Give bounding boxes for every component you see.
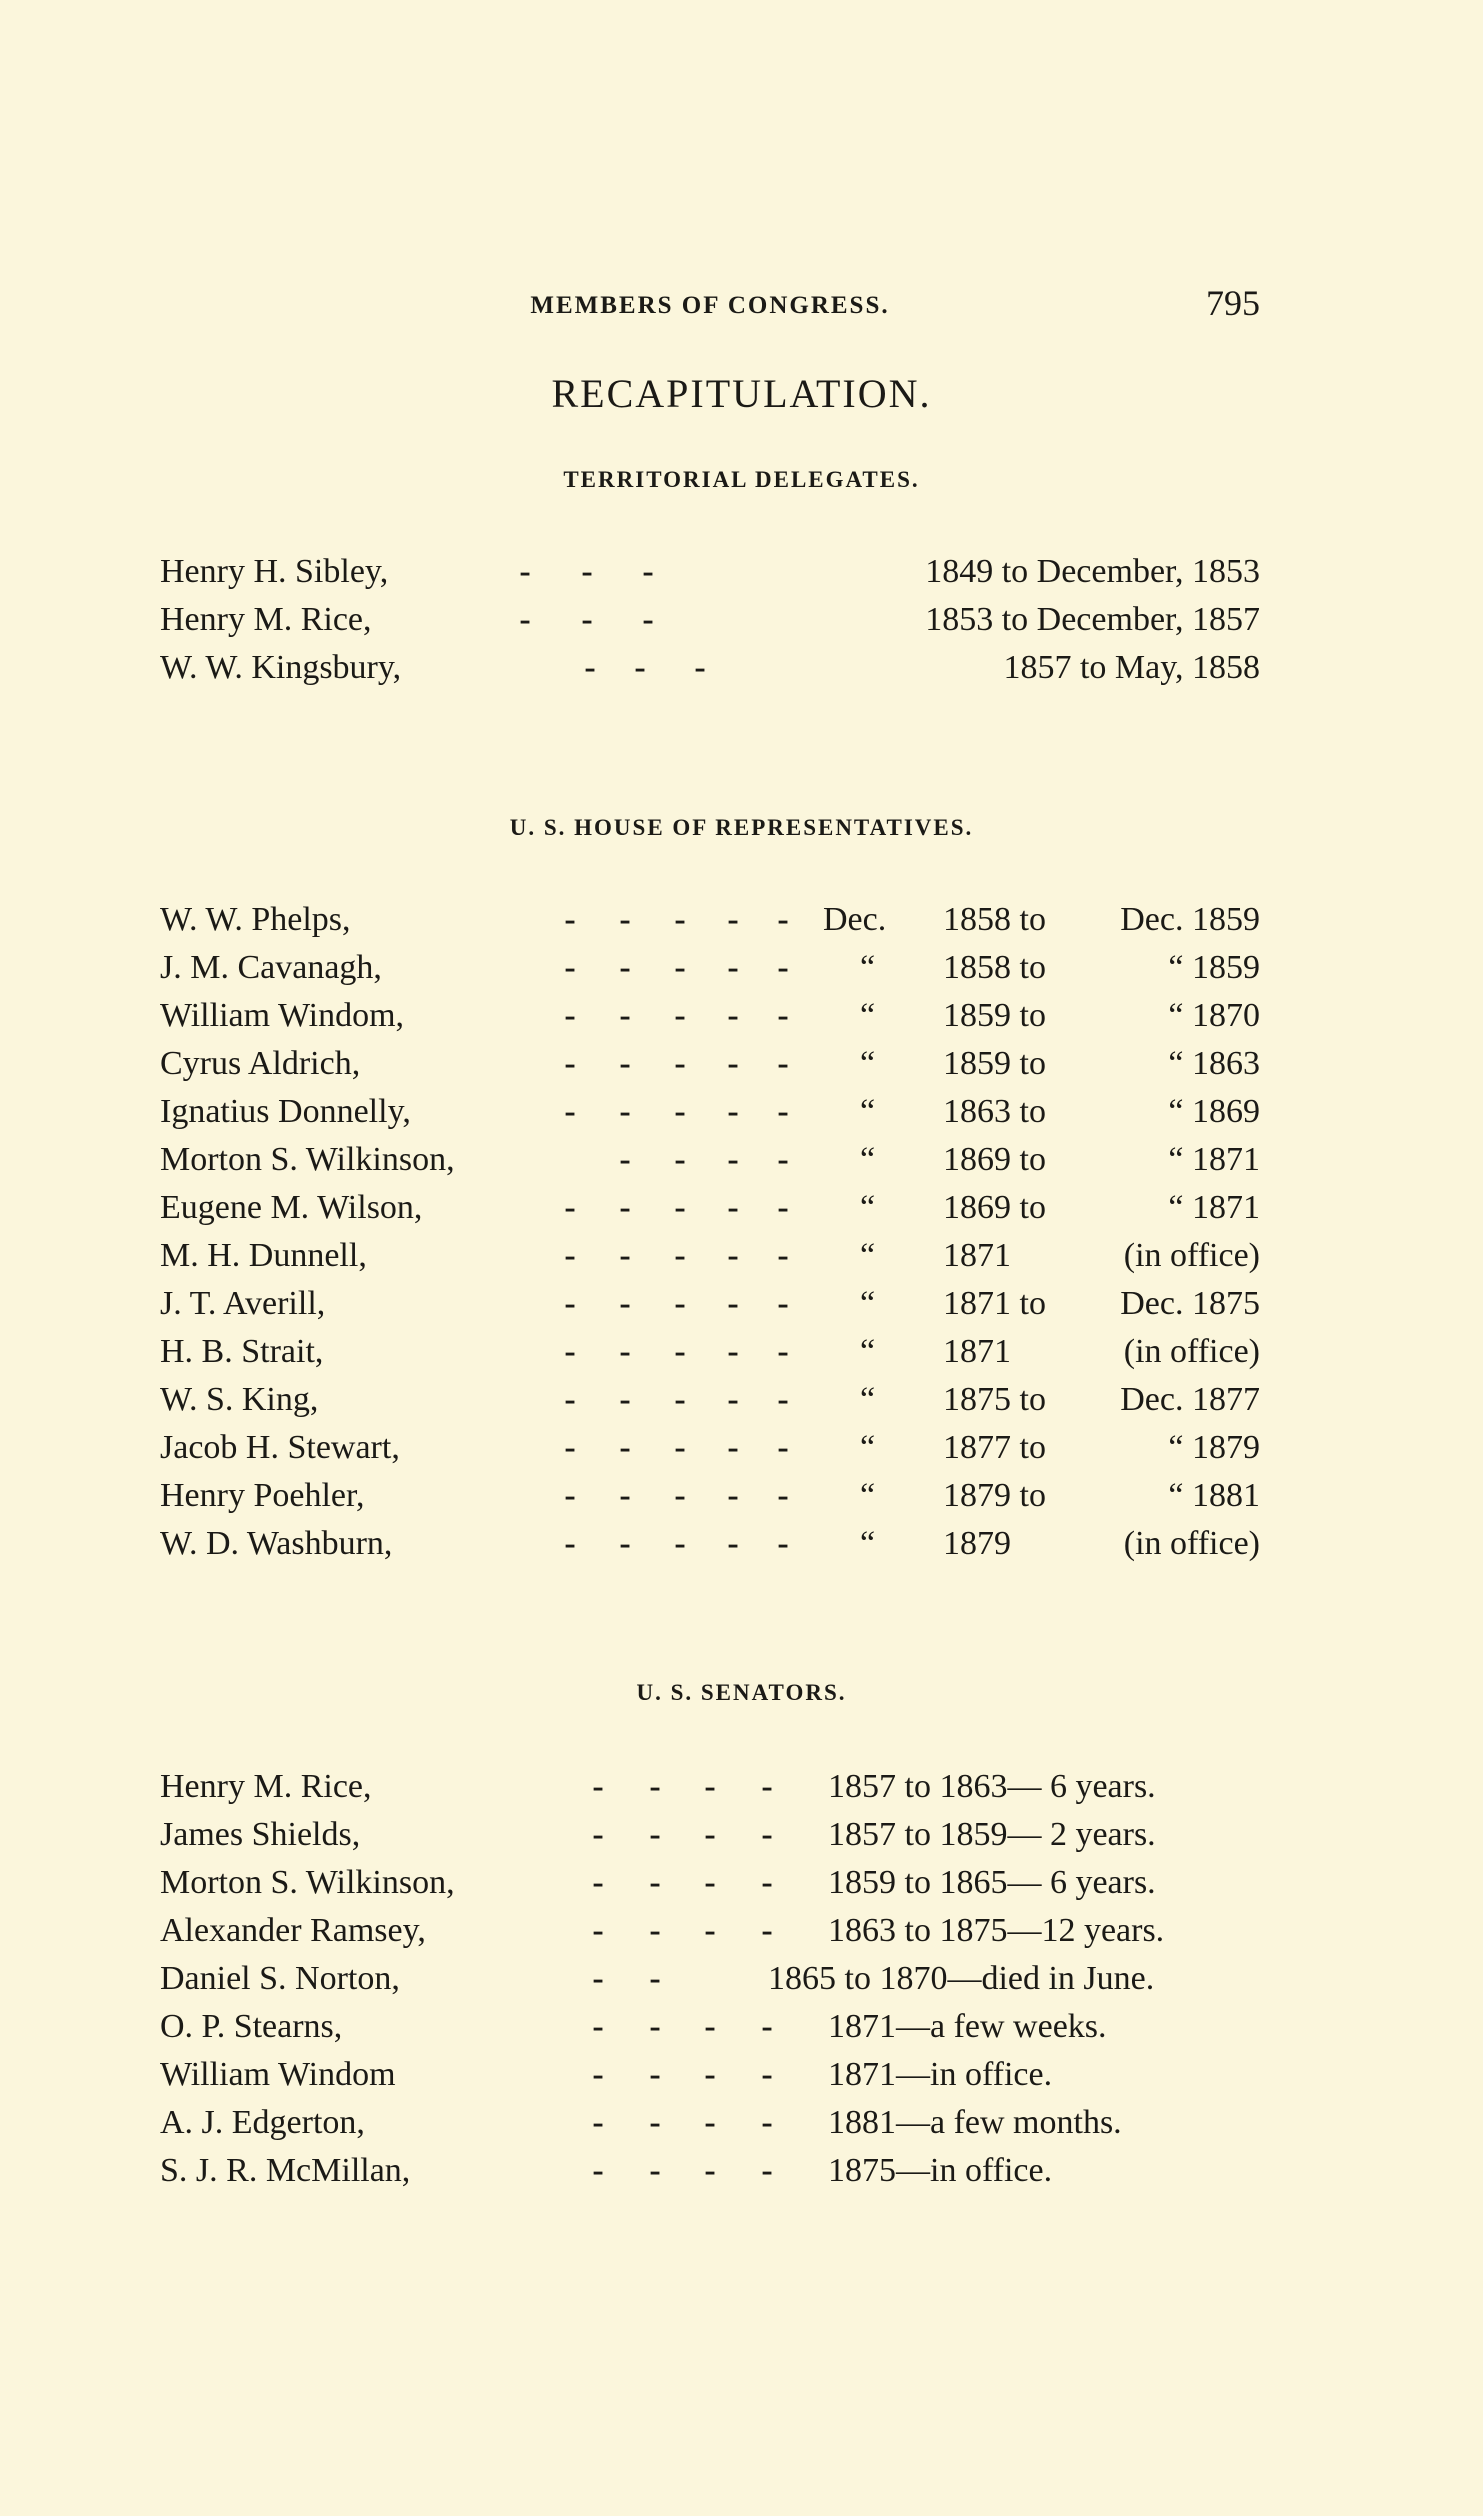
term-prefix: “ xyxy=(860,949,876,986)
leader-dash: - xyxy=(619,1237,631,1274)
leader-dash: - xyxy=(777,1093,789,1130)
representative-row xyxy=(160,1088,1260,1136)
leader-dash: - xyxy=(727,1429,739,1466)
leader-dash: - xyxy=(642,601,654,638)
term-start: 1863 to xyxy=(943,1093,1046,1130)
senator-term: 1875—in office. xyxy=(828,2152,1053,2189)
term-end: “ 1863 xyxy=(1168,1045,1260,1082)
leader-dash: - xyxy=(649,1960,661,1997)
delegate-name: Henry M. Rice, xyxy=(160,601,372,638)
leader-dash: - xyxy=(761,1912,773,1949)
leader-dash: - xyxy=(584,649,596,686)
leader-dash: - xyxy=(727,1381,739,1418)
leader-dash: - xyxy=(674,1045,686,1082)
representative-row xyxy=(160,944,1260,992)
representative-name: J. M. Cavanagh, xyxy=(160,949,382,986)
leader-dash: - xyxy=(564,1093,576,1130)
delegate-term: 1857 to May, 1858 xyxy=(1003,649,1260,686)
senator-row xyxy=(160,1907,1260,1955)
representative-name: W. S. King, xyxy=(160,1381,319,1418)
leader-dash: - xyxy=(649,1864,661,1901)
leader-dash: - xyxy=(761,1864,773,1901)
term-end: (in office) xyxy=(1123,1525,1260,1562)
representative-name: William Windom, xyxy=(160,997,405,1034)
leader-dash: - xyxy=(674,1333,686,1370)
leader-dash: - xyxy=(704,1768,716,1805)
leader-dash: - xyxy=(777,1477,789,1514)
representative-name: Eugene M. Wilson, xyxy=(160,1189,423,1226)
leader-dash: - xyxy=(619,997,631,1034)
term-start: 1871 to xyxy=(943,1285,1046,1322)
leader-dash: - xyxy=(704,2008,716,2045)
leader-dash: - xyxy=(592,1864,604,1901)
representative-row xyxy=(160,1136,1260,1184)
senator-term: 1857 to 1859— 2 years. xyxy=(828,1816,1156,1853)
leader-dash: - xyxy=(777,901,789,938)
senator-row xyxy=(160,2147,1260,2195)
leader-dash: - xyxy=(761,2008,773,2045)
senator-row xyxy=(160,2051,1260,2099)
senator-name: S. J. R. McMillan, xyxy=(160,2152,411,2189)
delegate-name: Henry H. Sibley, xyxy=(160,553,389,590)
leader-dash: - xyxy=(727,1477,739,1514)
representative-row xyxy=(160,896,1260,944)
leader-dash: - xyxy=(519,553,531,590)
representative-name: J. T. Averill, xyxy=(160,1285,326,1322)
leader-dash: - xyxy=(619,1093,631,1130)
leader-dash: - xyxy=(777,1429,789,1466)
senator-term: 1865 to 1870—died in June. xyxy=(768,1960,1155,1997)
leader-dash: - xyxy=(592,2056,604,2093)
leader-dash: - xyxy=(727,1525,739,1562)
term-prefix: “ xyxy=(860,1525,876,1562)
page-title: RECAPITULATION. xyxy=(551,371,932,416)
term-start: 1869 to xyxy=(943,1189,1046,1226)
senator-name: O. P. Stearns, xyxy=(160,2008,343,2045)
territorial-delegates-heading: TERRITORIAL DELEGATES. xyxy=(563,467,920,492)
leader-dash: - xyxy=(649,2008,661,2045)
leader-dash: - xyxy=(761,2152,773,2189)
leader-dash: - xyxy=(674,901,686,938)
leader-dash: - xyxy=(564,1045,576,1082)
leader-dash: - xyxy=(777,1525,789,1562)
term-end: “ 1859 xyxy=(1168,949,1260,986)
leader-dash: - xyxy=(564,1333,576,1370)
term-prefix: “ xyxy=(860,1333,876,1370)
representative-row xyxy=(160,1040,1260,1088)
senator-row xyxy=(160,2099,1260,2147)
term-start: 1879 to xyxy=(943,1477,1046,1514)
term-prefix: “ xyxy=(860,1381,876,1418)
leader-dash: - xyxy=(592,2152,604,2189)
leader-dash: - xyxy=(581,553,593,590)
leader-dash: - xyxy=(777,997,789,1034)
leader-dash: - xyxy=(704,2104,716,2141)
leader-dash: - xyxy=(777,1141,789,1178)
leader-dash: - xyxy=(564,949,576,986)
leader-dash: - xyxy=(564,997,576,1034)
leader-dash: - xyxy=(777,949,789,986)
senator-term: 1859 to 1865— 6 years. xyxy=(828,1864,1156,1901)
term-start: 1871 xyxy=(943,1333,1011,1370)
leader-dash: - xyxy=(619,1477,631,1514)
leader-dash: - xyxy=(592,1912,604,1949)
representative-row xyxy=(160,1376,1260,1424)
term-end: “ 1870 xyxy=(1168,997,1260,1034)
term-prefix: Dec. xyxy=(823,901,887,938)
term-prefix: “ xyxy=(860,1477,876,1514)
leader-dash: - xyxy=(674,1429,686,1466)
term-start: 1859 to xyxy=(943,997,1046,1034)
house-representatives-heading: U. S. HOUSE OF REPRESENTATIVES. xyxy=(509,815,974,840)
delegate-term: 1849 to December, 1853 xyxy=(925,553,1260,590)
representative-name: H. B. Strait, xyxy=(160,1333,324,1370)
leader-dash: - xyxy=(704,2152,716,2189)
leader-dash: - xyxy=(649,2152,661,2189)
leader-dash: - xyxy=(761,2104,773,2141)
senator-name: James Shields, xyxy=(160,1816,361,1853)
leader-dash: - xyxy=(777,1189,789,1226)
running-head xyxy=(160,282,1260,332)
leader-dash: - xyxy=(761,1768,773,1805)
term-end: “ 1881 xyxy=(1168,1477,1260,1514)
leader-dash: - xyxy=(727,1285,739,1322)
leader-dash: - xyxy=(564,1381,576,1418)
leader-dash: - xyxy=(564,1189,576,1226)
leader-dash: - xyxy=(564,1429,576,1466)
leader-dash: - xyxy=(649,1912,661,1949)
representative-row xyxy=(160,1424,1260,1472)
representative-row xyxy=(160,1328,1260,1376)
senator-term: 1881—a few months. xyxy=(828,2104,1122,2141)
leader-dash: - xyxy=(619,1525,631,1562)
term-prefix: “ xyxy=(860,1237,876,1274)
senator-name: Morton S. Wilkinson, xyxy=(160,1864,455,1901)
leader-dash: - xyxy=(674,1477,686,1514)
leader-dash: - xyxy=(727,1045,739,1082)
leader-dash: - xyxy=(564,1477,576,1514)
leader-dash: - xyxy=(761,2056,773,2093)
term-end: (in office) xyxy=(1123,1333,1260,1370)
term-end: “ 1871 xyxy=(1168,1141,1260,1178)
term-prefix: “ xyxy=(860,1093,876,1130)
senator-term: 1871—a few weeks. xyxy=(828,2008,1107,2045)
leader-dash: - xyxy=(619,1141,631,1178)
senator-row xyxy=(160,1859,1260,1907)
leader-dash: - xyxy=(564,1285,576,1322)
delegate-name: W. W. Kingsbury, xyxy=(160,649,402,686)
leader-dash: - xyxy=(777,1381,789,1418)
leader-dash: - xyxy=(619,901,631,938)
term-prefix: “ xyxy=(860,997,876,1034)
term-prefix: “ xyxy=(860,1141,876,1178)
representative-name: W. D. Washburn, xyxy=(160,1525,393,1562)
senator-row xyxy=(160,2003,1260,2051)
leader-dash: - xyxy=(674,997,686,1034)
delegate-row xyxy=(160,644,1260,692)
leader-dash: - xyxy=(674,1189,686,1226)
delegate-row xyxy=(160,596,1260,644)
senator-row xyxy=(160,1811,1260,1859)
leader-dash: - xyxy=(694,649,706,686)
senator-row xyxy=(160,1955,1260,2003)
leader-dash: - xyxy=(674,1093,686,1130)
house-representatives-list xyxy=(160,896,1260,1568)
representative-row xyxy=(160,992,1260,1040)
running-head-title: MEMBERS OF CONGRESS. xyxy=(530,292,890,319)
term-start: 1859 to xyxy=(943,1045,1046,1082)
term-end: Dec. 1859 xyxy=(1120,901,1260,938)
senator-term: 1871—in office. xyxy=(828,2056,1053,2093)
term-end: “ 1879 xyxy=(1168,1429,1260,1466)
leader-dash: - xyxy=(777,1333,789,1370)
leader-dash: - xyxy=(619,949,631,986)
representative-row xyxy=(160,1280,1260,1328)
term-end: Dec. 1877 xyxy=(1120,1381,1260,1418)
leader-dash: - xyxy=(674,1381,686,1418)
leader-dash: - xyxy=(634,649,646,686)
representative-row xyxy=(160,1232,1260,1280)
leader-dash: - xyxy=(592,1816,604,1853)
senators-list xyxy=(160,1763,1260,2195)
leader-dash: - xyxy=(777,1237,789,1274)
leader-dash: - xyxy=(704,2056,716,2093)
leader-dash: - xyxy=(649,2056,661,2093)
leader-dash: - xyxy=(777,1045,789,1082)
representative-name: W. W. Phelps, xyxy=(160,901,351,938)
representative-name: Cyrus Aldrich, xyxy=(160,1045,361,1082)
leader-dash: - xyxy=(564,1525,576,1562)
leader-dash: - xyxy=(674,1141,686,1178)
leader-dash: - xyxy=(642,553,654,590)
representative-name: Morton S. Wilkinson, xyxy=(160,1141,455,1178)
leader-dash: - xyxy=(674,949,686,986)
representative-name: M. H. Dunnell, xyxy=(160,1237,367,1274)
leader-dash: - xyxy=(704,1816,716,1853)
term-end: Dec. 1875 xyxy=(1120,1285,1260,1322)
delegate-row xyxy=(160,548,1260,596)
leader-dash: - xyxy=(619,1045,631,1082)
senator-term: 1863 to 1875—12 years. xyxy=(828,1912,1165,1949)
representative-row xyxy=(160,1520,1260,1568)
leader-dash: - xyxy=(727,1189,739,1226)
leader-dash: - xyxy=(704,1912,716,1949)
term-prefix: “ xyxy=(860,1045,876,1082)
senator-name: Alexander Ramsey, xyxy=(160,1912,426,1949)
leader-dash: - xyxy=(727,1141,739,1178)
leader-dash: - xyxy=(649,1816,661,1853)
leader-dash: - xyxy=(727,949,739,986)
leader-dash: - xyxy=(649,2104,661,2141)
leader-dash: - xyxy=(761,1816,773,1853)
term-start: 1871 xyxy=(943,1237,1011,1274)
leader-dash: - xyxy=(727,997,739,1034)
senator-name: William Windom xyxy=(160,2056,396,2093)
representative-row xyxy=(160,1184,1260,1232)
leader-dash: - xyxy=(649,1768,661,1805)
leader-dash: - xyxy=(592,2104,604,2141)
term-end: “ 1871 xyxy=(1168,1189,1260,1226)
leader-dash: - xyxy=(619,1429,631,1466)
leader-dash: - xyxy=(619,1189,631,1226)
term-prefix: “ xyxy=(860,1189,876,1226)
leader-dash: - xyxy=(519,601,531,638)
leader-dash: - xyxy=(727,901,739,938)
leader-dash: - xyxy=(564,1237,576,1274)
term-start: 1875 to xyxy=(943,1381,1046,1418)
page-number: 795 xyxy=(1206,283,1260,323)
term-end: (in office) xyxy=(1123,1237,1260,1274)
term-start: 1879 xyxy=(943,1525,1011,1562)
leader-dash: - xyxy=(777,1285,789,1322)
representative-row xyxy=(160,1472,1260,1520)
leader-dash: - xyxy=(727,1237,739,1274)
senator-term: 1857 to 1863— 6 years. xyxy=(828,1768,1156,1805)
term-prefix: “ xyxy=(860,1285,876,1322)
term-prefix: “ xyxy=(860,1429,876,1466)
leader-dash: - xyxy=(619,1333,631,1370)
leader-dash: - xyxy=(592,2008,604,2045)
term-end: “ 1869 xyxy=(1168,1093,1260,1130)
leader-dash: - xyxy=(592,1960,604,1997)
territorial-delegates-list xyxy=(160,548,1260,692)
representative-name: Jacob H. Stewart, xyxy=(160,1429,400,1466)
senator-name: Daniel S. Norton, xyxy=(160,1960,400,1997)
leader-dash: - xyxy=(727,1333,739,1370)
senator-name: Henry M. Rice, xyxy=(160,1768,372,1805)
term-start: 1869 to xyxy=(943,1141,1046,1178)
leader-dash: - xyxy=(581,601,593,638)
leader-dash: - xyxy=(674,1285,686,1322)
senator-row xyxy=(160,1763,1260,1811)
term-start: 1858 to xyxy=(943,901,1046,938)
leader-dash: - xyxy=(727,1093,739,1130)
representative-name: Henry Poehler, xyxy=(160,1477,365,1514)
delegate-term: 1853 to December, 1857 xyxy=(925,601,1260,638)
representative-name: Ignatius Donnelly, xyxy=(160,1093,411,1130)
leader-dash: - xyxy=(704,1864,716,1901)
term-start: 1858 to xyxy=(943,949,1046,986)
leader-dash: - xyxy=(674,1525,686,1562)
senators-heading: U. S. SENATORS. xyxy=(636,1680,847,1705)
leader-dash: - xyxy=(619,1285,631,1322)
leader-dash: - xyxy=(674,1237,686,1274)
leader-dash: - xyxy=(619,1381,631,1418)
leader-dash: - xyxy=(592,1768,604,1805)
term-start: 1877 to xyxy=(943,1429,1046,1466)
leader-dash: - xyxy=(564,901,576,938)
senator-name: A. J. Edgerton, xyxy=(160,2104,365,2141)
